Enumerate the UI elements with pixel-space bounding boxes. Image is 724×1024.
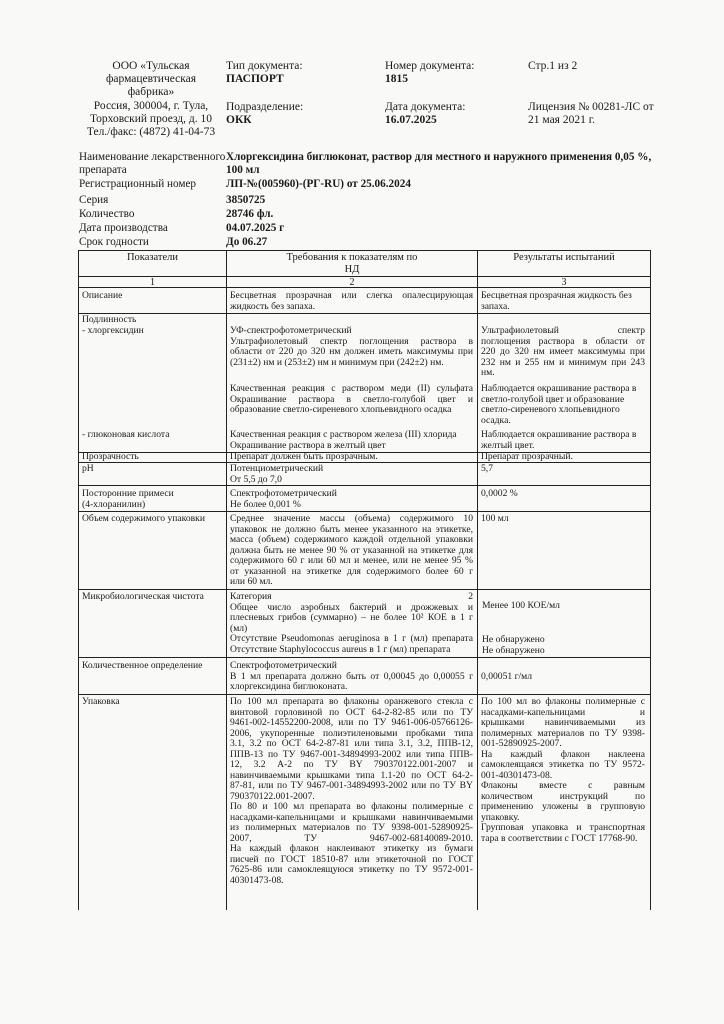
license-line2: 21 мая 2021 г. [528,114,596,127]
cell-line: писчей по ГОСТ 18510-87 или этикеточной по ГОСТ [230,854,473,865]
product-name-value [226,151,651,177]
cell-line: Не более 0,001 % [230,499,301,510]
cell-line: или 60 мл. [230,577,273,587]
cell-line: упаковок не должно быть менее указанного на этикетке, [230,524,473,535]
table-rule-micro [78,657,650,658]
ident-copper-requirement [230,384,473,416]
cell-line: поглощения раствора в области от [481,336,645,347]
cell-line: от указанной на этикетке для содержимого более 60 г [230,566,473,577]
division [226,101,303,127]
company-address-line1: Россия, 300004, г. Тула, [93,99,209,112]
qty-label: Количество [79,208,135,220]
assay-result [481,672,647,683]
series-value: 3850725 [226,194,266,206]
cell-line: (мл) [230,623,248,634]
cell-line: навинчиваемыми крышками типа 1.1-20 по ОСТ 64-2- [230,770,473,781]
doc-date-value: 16.07.2025 [385,114,437,127]
cell-line: упаковку. [481,812,520,823]
table-col-divider-2 [477,250,478,910]
doc-number-value: 1815 [385,73,408,86]
cell-line: Флаконы вместе с равным [481,781,645,791]
cell-line: Потенциометрический [230,464,324,474]
cell-line: тара в соответствии с ГОСТ 17768-90. [481,833,638,844]
prod-date-label: Дата производства [79,222,168,234]
company-name-line3: фабрика» [127,86,175,99]
ident-uv-result [481,326,645,379]
cell-line: Отсутствие Pseudomonas aeruginosa в 1 г (мл) препарата [230,634,473,644]
micro-result-pseudomonas: Не обнаружено [482,634,545,645]
qty-value: 28746 фл. [226,208,274,220]
impurities-result [481,489,647,500]
cell-line: Бесцветная прозрачная жидкость без [481,291,632,301]
cell-line: Препарат прозрачный. [481,452,573,462]
expiry-label: Срок годности [79,236,149,248]
cell-line: Спектрофотометрический [230,489,337,499]
cell-line: Спектрофотометрический [230,661,337,671]
reg-value: ЛП-№(005960)-(РГ-RU) от 25.06.2024 [226,178,411,190]
cell-line: 232 нм и 255 нм и минимум при 243 [481,357,645,368]
row-sublabel-chlorhexidine: - хлоргексидин [82,325,144,336]
cell-line: В 1 мл препарата должно быть от 0,00045 до 0,00055 г [230,671,473,682]
cell-line: запаха. [481,301,510,312]
row-label-impurities [82,489,174,510]
table-col-divider-1 [226,250,227,910]
cell-line: 40301473-08. [230,875,284,886]
row-label-clarity: Прозрачность [82,451,139,462]
cell-line: количеством инструкций по [481,791,645,802]
col-num-2: 2 [349,277,355,288]
cell-line: 100 мл [481,514,509,524]
cell-line: 0,0002 % [481,489,518,499]
clarity-result [481,452,647,463]
cell-line: винтовой горловиной по ОСТ 64-2-82-85 или по ТУ [230,707,473,718]
cell-line: применению уложены в групповую [481,802,645,812]
table-col-divider-right [650,250,651,910]
cell-line: плесневых грибов (суммарно) – не более 10² КОЕ в 1 г [230,613,473,623]
product-name-value-line2: 100 мл [226,164,260,176]
cell-line: крышками навинчиваемыми из [481,718,645,728]
cell-line: На каждый флакон наклеена [481,749,645,760]
assay-requirement [230,661,473,693]
cell-line: 5,7 [481,464,493,474]
cell-line: Наблюдается окрашивание раствора в [481,430,637,440]
cell-line: 0,00051 г/мл [481,672,533,682]
product-name-label-line1: Наименование лекарственного [79,151,226,163]
cell-line: Ультрафиолетовый спектр поглощения раствора в [230,336,473,347]
product-name-label [79,151,225,177]
packaging-result [481,697,645,844]
table-rule-ph [78,485,650,486]
company-block [82,60,220,139]
cell-line: осадка. [481,415,511,426]
cell-line: насадками-капельницами и крышками навинчиваемыми [230,812,473,823]
ph-requirement [230,464,473,485]
cell-line: (231±2) нм и (253±2) нм и минимум при (242±2) нм. [230,357,444,368]
impurities-requirement [230,489,473,510]
doc-date-label: Дата документа: [385,101,466,113]
cell-line: 001-40301473-08. [481,770,553,781]
cell-line: Групповая упаковка и транспортная [481,823,645,833]
cell-line: 220 до 320 нм имеет максимумы при [481,347,645,357]
col3-header: Результаты испытаний [513,252,615,263]
cell-line: светло-сиреневого хлопьевидного [481,405,620,415]
page-number: Стр.1 из 2 [528,60,578,72]
doc-type-value: ПАСПОРТ [226,73,284,86]
cell-line: Качественная реакция с раствором железа (III) хлорида [230,430,457,440]
cell-line: ППВ-13 по ТУ 9467-001-34894993-2002 или типа ППВ- [230,749,473,760]
impurities-label-line2: (4-хлоранилин) [82,498,146,510]
series-label: Серия [79,194,109,206]
company-name-line1: ООО «Тульская [112,60,190,72]
micro-result-staphylococcus: Не обнаружено [482,645,545,656]
col-num-3: 3 [561,277,567,288]
cell-line: 2007, ТУ 9467-002-68140089-2010. [230,833,473,844]
cell-line: 87-81, или по ТУ 9467-001-34894993-2002 или по ТУ BY [230,781,473,791]
packaging-requirement [230,697,473,886]
row-label-identification: Подлинность [82,314,137,325]
volume-requirement [230,514,473,588]
cell-line: По 100 мл во флаконы полимерные с [481,697,645,707]
volume-result [481,514,647,525]
cell-line: Категория 2 [230,592,473,602]
doc-type-label: Тип документа: [226,60,303,72]
cell-line: области от 220 до 320 нм должен иметь максимумы при [230,347,473,357]
col2-header-line1: Требования к показателям по [286,252,418,263]
cell-line: Отсутствие Staphylococcus aureus в 1 г (мл) препарата [230,644,451,655]
col2-header [227,252,477,275]
cell-line: Бесцветная прозрачная или слегка опалесцирующая [230,291,473,301]
cell-line: 790370122.001-2007. [230,791,315,802]
division-label: Подразделение: [226,101,304,113]
cell-line: должна быть не менее 90 % от указанной на этикетке для [230,545,473,556]
cell-line: Окрашивание раствора в светло-голубой цвет и [230,394,473,405]
cell-line: По 100 мл препарата во флаконы оранжевого стекла с [230,697,473,707]
product-name-value-line1: Хлоргексидина биглюконат, раствор для местного и наружного применения 0,05 %, [226,151,652,163]
cell-line: жидкость без запаха. [230,301,316,312]
doc-number-label: Номер документа: [385,60,475,72]
ident-copper-result [481,384,647,426]
row-label-volume: Объем содержимого упаковки [82,513,205,524]
row-label-assay: Количественное определение [82,660,203,671]
reg-label: Регистрационный номер [79,178,197,190]
table-rule-top [78,250,650,251]
cell-line: 001-52890925-2007. [481,739,562,749]
division-value: ОКК [226,114,252,127]
ident-iron-requirement [230,430,473,451]
clarity-requirement [230,452,473,463]
company-phone: Тел./факс: (4872) 41-04-73 [86,126,216,139]
cell-line: Ультрафиолетовый спектр [481,326,645,336]
ident-iron-result [481,430,647,451]
micro-result-count: Менее 100 КОЕ/мл [482,600,560,611]
ident-uv-requirement [230,326,473,368]
cell-line: насадками-капельницами и [481,707,645,718]
table-rule-impurities [78,511,650,512]
table-rule-desc [78,313,650,314]
col-num-1: 1 [150,277,155,288]
cell-line: Препарат должен быть прозрачным. [230,452,378,462]
cell-line: 3.1, 3.2 по ОСТ 64-2-87-81 или типа 3.1, 3.2, ППВ-12, [230,739,473,749]
row-label-ph: pH [82,463,94,474]
row-label-packaging: Упаковка [82,696,120,707]
cell-line: Качественная реакция с раствором меди (II) сульфата [230,384,473,394]
col2-header-line2: НД [344,263,360,275]
license [528,101,654,127]
desc-requirement [230,291,473,312]
cell-line: из полимерных материалов по ТУ 9398-001-52890925- [230,823,473,833]
table-rule-volume [78,589,650,590]
cell-line: 9461-002-14552200-2008, или по ТУ 9461-006-05766126- [230,718,473,728]
cell-line: Окрашивание раствора в желтый цвет [230,440,386,451]
cell-line: Наблюдается окрашивание раствора в [481,384,637,394]
cell-line: самоклеящаяся этикетка по ТУ 9572- [481,760,645,770]
cell-line: 12, 3.2 А-2 по ТУ BY 790370122.001-2007 и [230,760,473,770]
company-address-line2: Торховский проезд, д. 10 [89,112,213,125]
ph-result [481,464,647,475]
expiry-value: До 06.27 [226,236,268,248]
cell-line: Общее число аэробных бактерий и дрожжевых и [230,602,473,613]
desc-result [481,291,647,312]
row-label-description: Описание [82,290,123,301]
row-sublabel-gluconic-acid: - глюконовая кислота [82,429,170,440]
cell-line: 2006, укупоренные полиэтиленовыми пробками типа [230,728,473,739]
table-rule-assay [78,694,650,695]
cell-line: содержимого 60 г или 60 мл и менее, или не менее 95 % [230,556,473,566]
license-line1: Лицензия № 00281-ЛС от [528,101,654,113]
cell-line: По 80 и 100 мл препарата во флаконы полимерные с [230,802,473,812]
cell-line: На каждый флакон наклеивают этикетку из бумаги [230,844,473,854]
cell-line: светло-голубой цвет и образование [481,394,625,405]
impurities-label-line1: Посторонние примеси [82,488,174,499]
cell-line: Среднее значение массы (объема) содержимого 10 [230,514,473,524]
product-name-label-line2: препарата [79,164,127,176]
prod-date-value: 04.07.2025 г [226,222,285,234]
micro-requirement [230,592,473,655]
table-col-divider-left [78,250,79,910]
doc-number [385,60,474,86]
col1-header: Показатели [126,252,179,263]
doc-type [226,60,303,86]
cell-line: желтый цвет. [481,440,535,451]
cell-line: 7625-86 или самоклеящуюся этикетку по ТУ 9572-001- [230,865,473,875]
cell-line: От 5,5 до 7,0 [230,474,282,485]
cell-line: полимерных материалов по ТУ 9398- [481,728,645,739]
cell-line: УФ-спектрофотометрический [230,326,352,336]
doc-date [385,101,465,127]
cell-line: масса (объем) содержимого каждой отдельной упаковки [230,535,473,545]
company-name-line2: фармацевтическая [105,73,197,86]
cell-line: образование светло-сиреневого хлопьевидного осадка [230,405,452,415]
cell-line: нм. [481,368,495,378]
cell-line: хлоргексидина биглюконата. [230,682,348,692]
row-label-microbiology: Микробиологическая чистота [82,591,204,602]
